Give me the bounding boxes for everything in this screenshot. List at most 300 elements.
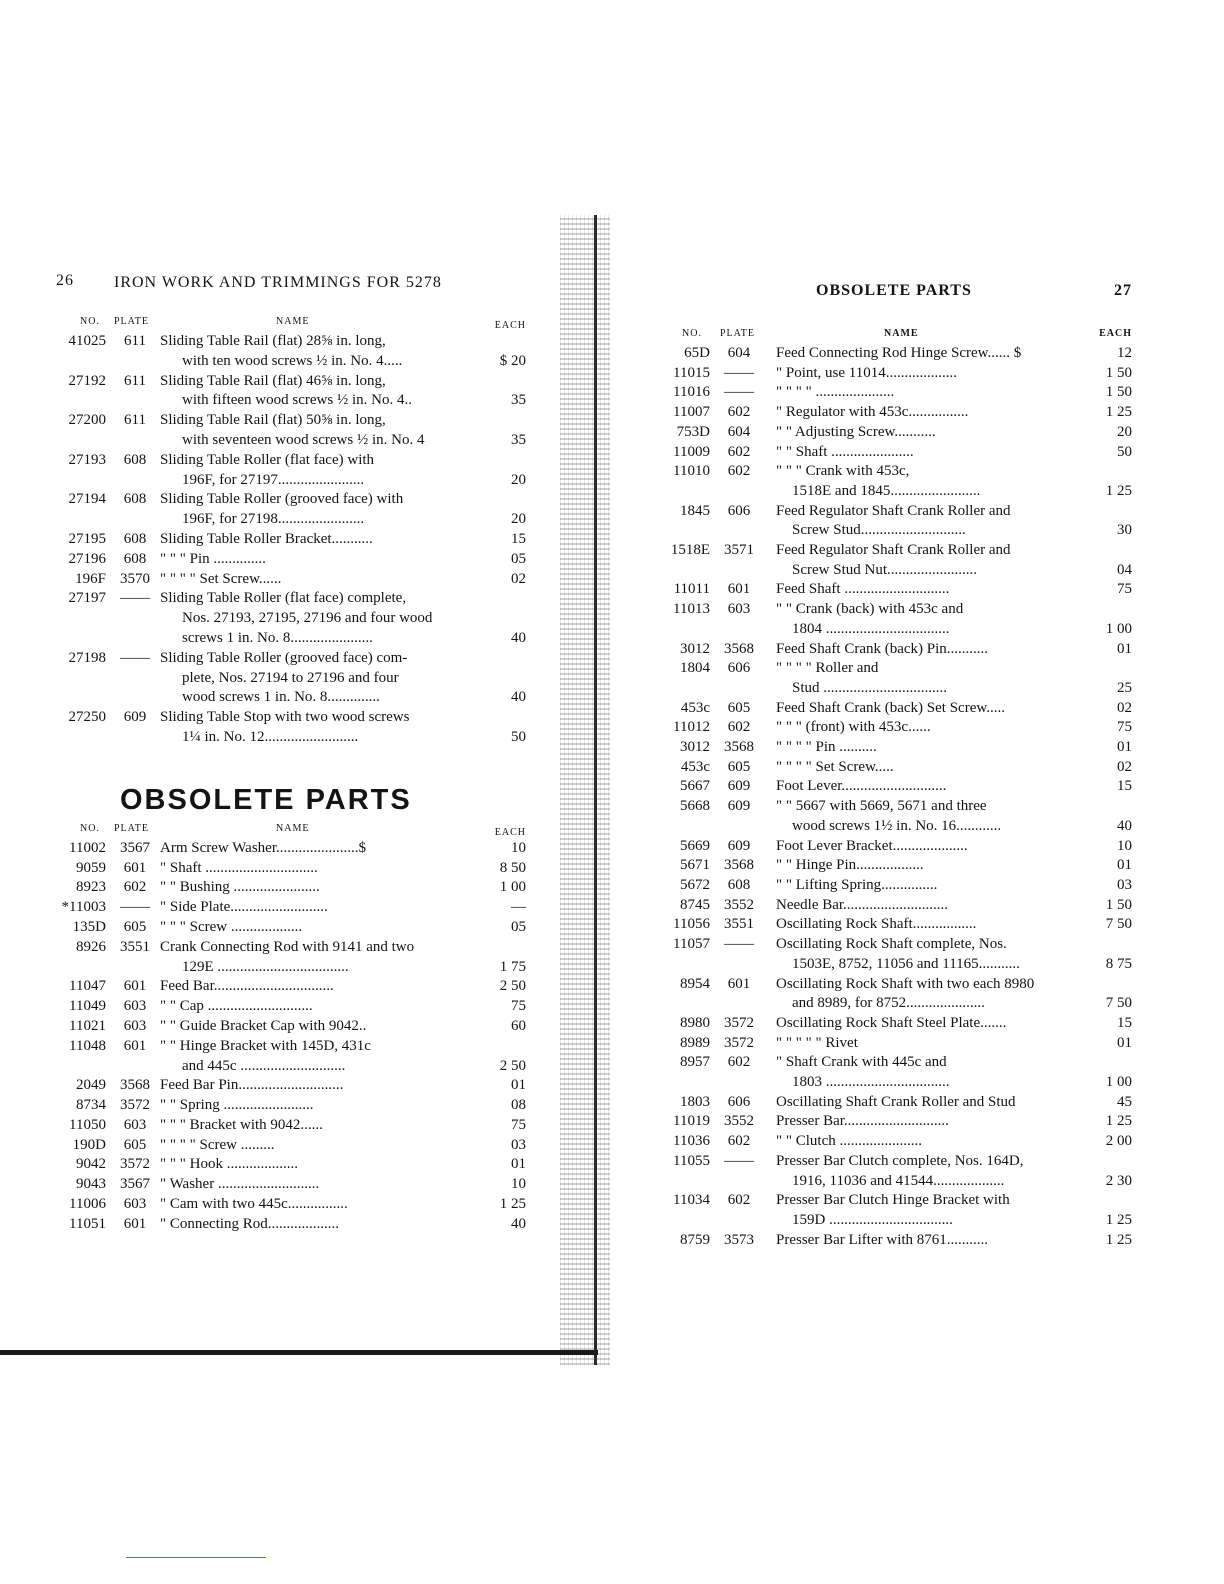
price: 35 bbox=[511, 392, 526, 409]
plate-number: 611 bbox=[124, 412, 146, 429]
price: 02 bbox=[1117, 758, 1132, 775]
part-name-line: 1503E, 8752, 11056 and 11165........... bbox=[792, 955, 1020, 972]
part-number: 11057 bbox=[673, 936, 710, 953]
plate-number: 3567 bbox=[120, 839, 150, 856]
plate-number: 3551 bbox=[120, 938, 150, 955]
part-name bbox=[160, 1195, 470, 1215]
part-name bbox=[776, 580, 1086, 600]
part-name bbox=[160, 878, 470, 898]
table-row bbox=[56, 1116, 526, 1136]
table-row bbox=[662, 1231, 1132, 1251]
part-name bbox=[776, 1034, 1086, 1054]
price: 1 50 bbox=[1105, 896, 1132, 913]
part-name bbox=[776, 1112, 1086, 1132]
table-row bbox=[56, 938, 526, 978]
part-number: 8745 bbox=[680, 896, 710, 913]
part-number: 11050 bbox=[69, 1116, 106, 1133]
part-name-line: wood screws 1 in. No. 8.............. bbox=[182, 689, 380, 706]
part-name bbox=[776, 600, 1086, 639]
running-head bbox=[56, 272, 526, 298]
part-name-line: " " " Crank with 453c, bbox=[776, 463, 910, 480]
part-number: 11006 bbox=[69, 1196, 106, 1213]
part-name bbox=[160, 589, 470, 648]
running-title: IRON WORK AND TRIMMINGS FOR 5278 bbox=[114, 274, 442, 291]
price: 1 00 bbox=[1105, 620, 1132, 637]
part-name-line: with ten wood screws ½ in. No. 4..... bbox=[182, 352, 403, 369]
part-number: 65D bbox=[684, 345, 710, 361]
plate-number: —— bbox=[724, 1152, 754, 1169]
price: 20 bbox=[511, 511, 526, 528]
table-row bbox=[56, 918, 526, 938]
part-number: 135D bbox=[72, 918, 106, 935]
plate-number: 603 bbox=[123, 998, 147, 1015]
part-name-line: " Washer ........................... bbox=[160, 1176, 320, 1193]
part-number: 1518E bbox=[670, 542, 710, 559]
price: 2 50 bbox=[499, 978, 526, 995]
table-row bbox=[56, 1076, 526, 1096]
part-name-line: with fifteen wood screws ½ in. No. 4.. bbox=[182, 392, 412, 409]
price: 1 25 bbox=[1105, 1113, 1132, 1130]
part-name-line: " " " " Pin .......... bbox=[776, 739, 877, 756]
part-name-line: Presser Bar Clutch complete, Nos. 164D, bbox=[776, 1152, 1024, 1169]
part-name-line: Crank Connecting Rod with 9141 and two bbox=[160, 938, 415, 955]
part-name bbox=[776, 541, 1086, 580]
part-name bbox=[160, 1076, 470, 1096]
price: 1 50 bbox=[1105, 364, 1132, 381]
part-name-line: " Side Plate.......................... bbox=[160, 899, 328, 916]
price: 1 00 bbox=[499, 879, 526, 896]
part-number: 11056 bbox=[673, 916, 710, 933]
part-name bbox=[776, 462, 1086, 501]
part-number: 11051 bbox=[69, 1215, 106, 1232]
part-name bbox=[160, 938, 470, 978]
plate-number: 3570 bbox=[120, 570, 150, 587]
part-number: 8954 bbox=[680, 975, 710, 992]
plate-number: 602 bbox=[727, 1192, 751, 1209]
table-row bbox=[56, 878, 526, 898]
part-name-line: " " " " ..................... bbox=[776, 384, 895, 401]
plate-number: 605 bbox=[727, 699, 751, 716]
table-row bbox=[662, 699, 1132, 719]
table-row bbox=[662, 462, 1132, 501]
table-row bbox=[662, 600, 1132, 639]
price: 08 bbox=[511, 1097, 526, 1114]
part-number: 8980 bbox=[680, 1014, 710, 1031]
part-name-line: Feed Bar Pin............................ bbox=[160, 1077, 344, 1094]
price: 12 bbox=[1117, 345, 1132, 361]
price: 01 bbox=[1117, 739, 1132, 756]
price: 8 50 bbox=[499, 859, 526, 876]
part-number: 27198 bbox=[68, 649, 106, 666]
part-name-line: Sliding Table Rail (flat) 28⅝ in. long, bbox=[160, 333, 386, 349]
price: 02 bbox=[511, 570, 526, 587]
plate-number: 3572 bbox=[120, 1097, 150, 1114]
part-number: 27193 bbox=[68, 451, 106, 468]
part-name-line: Arm Screw Washer......................$ bbox=[160, 839, 366, 856]
table-row bbox=[56, 839, 526, 859]
part-name bbox=[776, 876, 1086, 896]
table-row bbox=[56, 649, 526, 708]
price: 45 bbox=[1117, 1093, 1132, 1110]
part-name-line: " " " Screw ................... bbox=[160, 918, 303, 935]
part-name-line: screws 1 in. No. 8...................... bbox=[182, 629, 373, 646]
price: 40 bbox=[511, 689, 526, 706]
part-name-line: " " Shaft ...................... bbox=[776, 443, 914, 460]
part-name-line: " " 5667 with 5669, 5671 and three bbox=[776, 798, 987, 815]
part-name bbox=[776, 915, 1086, 935]
plate-number: 3568 bbox=[724, 857, 754, 874]
plate-number: 602 bbox=[727, 719, 751, 736]
part-name-line: Needle Bar............................ bbox=[776, 896, 949, 913]
plate-number: 602 bbox=[727, 463, 751, 480]
part-name bbox=[160, 1215, 470, 1235]
part-number: 11013 bbox=[673, 601, 710, 618]
part-name bbox=[776, 935, 1086, 974]
part-name-line: " Point, use 11014................... bbox=[776, 364, 957, 381]
plate-number: 609 bbox=[727, 778, 751, 795]
part-number: 11015 bbox=[673, 364, 710, 381]
part-name-line: Oscillating Rock Shaft complete, Nos. bbox=[776, 936, 1007, 953]
table-row bbox=[56, 1175, 526, 1195]
part-name-line: Sliding Table Stop with two wood screws bbox=[160, 709, 410, 726]
plate-number: 603 bbox=[123, 1196, 147, 1213]
price: 04 bbox=[1117, 561, 1132, 578]
part-name-line: " Shaft .............................. bbox=[160, 859, 318, 876]
part-number: 8923 bbox=[76, 879, 106, 896]
part-number: 11021 bbox=[69, 1017, 106, 1034]
running-title: OBSOLETE PARTS bbox=[816, 282, 972, 299]
part-name bbox=[776, 364, 1086, 384]
part-name-line: " Cam with two 445c................ bbox=[160, 1196, 348, 1213]
plate-number: 603 bbox=[727, 601, 751, 618]
table-row bbox=[56, 1017, 526, 1037]
price: 01 bbox=[1117, 640, 1132, 657]
plate-number: 608 bbox=[123, 530, 147, 547]
col-no: NO. bbox=[80, 822, 100, 834]
part-number: 27196 bbox=[68, 550, 106, 567]
part-number: 5671 bbox=[680, 857, 710, 874]
price: 1 25 bbox=[1105, 1231, 1132, 1248]
part-name-line: Feed Regulator Shaft Crank Roller and bbox=[776, 502, 1011, 519]
part-name-line: 159D ................................. bbox=[792, 1211, 953, 1228]
part-name-line: Sliding Table Roller (flat face) complete, bbox=[160, 590, 407, 607]
part-name bbox=[776, 1152, 1086, 1191]
part-number: 1803 bbox=[680, 1093, 710, 1110]
part-name-line: " " " Pin .............. bbox=[160, 550, 266, 567]
price: 2 50 bbox=[499, 1057, 526, 1074]
part-number: 41025 bbox=[68, 333, 106, 349]
part-name-line: 1916, 11036 and 41544................... bbox=[792, 1172, 1005, 1189]
plate-number: 608 bbox=[727, 876, 751, 893]
plate-number: 606 bbox=[727, 1093, 751, 1110]
part-name-line: Sliding Table Roller Bracket........... bbox=[160, 530, 373, 547]
price: 1 00 bbox=[1105, 1074, 1132, 1091]
price: 20 bbox=[511, 471, 526, 488]
part-name bbox=[160, 649, 470, 708]
part-name-line: 196F, for 27198....................... bbox=[182, 511, 365, 528]
part-number: 11009 bbox=[673, 443, 710, 460]
price: 7 50 bbox=[1105, 995, 1132, 1012]
part-name-line: 196F, for 27197....................... bbox=[182, 471, 365, 488]
part-name bbox=[776, 1231, 1086, 1251]
page-number: 27 bbox=[1114, 282, 1132, 299]
part-name-line: " " Clutch ...................... bbox=[776, 1133, 922, 1150]
plate-number: 605 bbox=[727, 758, 751, 775]
table-row bbox=[662, 738, 1132, 758]
plate-number: 3568 bbox=[724, 739, 754, 756]
price: 01 bbox=[511, 1077, 526, 1094]
price: 01 bbox=[1117, 857, 1132, 874]
part-number: 11011 bbox=[673, 581, 710, 598]
price: 01 bbox=[1117, 1034, 1132, 1051]
price: 03 bbox=[511, 1136, 526, 1153]
price: 40 bbox=[1117, 817, 1132, 834]
price: 75 bbox=[511, 1116, 526, 1133]
price: 1 25 bbox=[1105, 404, 1132, 421]
part-name-line: Sliding Table Rail (flat) 46⅝ in. long, bbox=[160, 372, 386, 389]
part-number: 8759 bbox=[680, 1231, 710, 1248]
plate-number: 601 bbox=[727, 581, 751, 598]
obsolete-column-header bbox=[56, 823, 526, 839]
part-name bbox=[776, 1014, 1086, 1034]
table-row bbox=[662, 580, 1132, 600]
part-name-line: Screw Stud Nut........................ bbox=[792, 561, 977, 578]
part-name-line: Foot Lever Bracket.................... bbox=[776, 837, 968, 854]
plate-number: 604 bbox=[727, 345, 751, 361]
price: 15 bbox=[1117, 778, 1132, 795]
part-name-line: Sliding Table Roller (flat face) with bbox=[160, 451, 375, 468]
part-number: 9043 bbox=[76, 1176, 106, 1193]
part-name-line: " " Cap ............................ bbox=[160, 998, 313, 1015]
part-number: 2049 bbox=[76, 1077, 106, 1094]
part-name bbox=[160, 1116, 470, 1136]
part-name-line: " Connecting Rod................... bbox=[160, 1215, 340, 1232]
part-name bbox=[160, 490, 470, 530]
part-name bbox=[160, 451, 470, 491]
right-page bbox=[662, 282, 1132, 1250]
part-name-line: Sliding Table Rail (flat) 50⅝ in. long, bbox=[160, 412, 386, 429]
table-row bbox=[56, 708, 526, 748]
part-name-line: " " Guide Bracket Cap with 9042.. bbox=[160, 1017, 367, 1034]
part-name-line: " " Adjusting Screw........... bbox=[776, 423, 936, 440]
part-name bbox=[776, 738, 1086, 758]
part-name bbox=[160, 1136, 470, 1156]
table-row bbox=[662, 640, 1132, 660]
part-name-line: " " " " Roller and bbox=[776, 660, 879, 677]
part-name bbox=[160, 918, 470, 938]
part-number: 11016 bbox=[673, 384, 710, 401]
col-plate: PLATE bbox=[720, 328, 755, 339]
part-name-line: Screw Stud............................ bbox=[792, 522, 966, 539]
part-name-line: 1803 ................................. bbox=[792, 1074, 950, 1091]
part-name-line: " Shaft Crank with 445c and bbox=[776, 1054, 947, 1071]
part-name-line: Oscillating Rock Shaft Steel Plate....... bbox=[776, 1014, 1007, 1031]
part-number: 3012 bbox=[680, 739, 710, 756]
part-name-line: Oscillating Shaft Crank Roller and Stud bbox=[776, 1093, 1016, 1110]
table-row bbox=[56, 997, 526, 1017]
table-row bbox=[56, 1136, 526, 1156]
part-name-line: and 445c ............................ bbox=[182, 1057, 346, 1074]
table-row bbox=[662, 383, 1132, 403]
table-row bbox=[662, 1093, 1132, 1113]
part-name-line: " " " (front) with 453c...... bbox=[776, 719, 931, 736]
part-name-line: " " " Hook ................... bbox=[160, 1156, 298, 1173]
part-name-line: 1¼ in. No. 12......................... bbox=[182, 728, 359, 745]
table-row bbox=[662, 344, 1132, 364]
table-row bbox=[662, 837, 1132, 857]
plate-number: 608 bbox=[123, 451, 147, 468]
parts-list bbox=[56, 332, 526, 748]
part-name bbox=[160, 1155, 470, 1175]
part-name bbox=[776, 383, 1086, 403]
part-name bbox=[776, 975, 1086, 1014]
part-name-line: Feed Shaft Crank (back) Set Screw..... bbox=[776, 699, 1005, 716]
col-plate: PLATE bbox=[114, 316, 149, 327]
part-number: 196F bbox=[75, 570, 106, 587]
left-page bbox=[56, 272, 526, 1235]
table-row bbox=[662, 1191, 1132, 1230]
plate-number: 609 bbox=[727, 798, 751, 815]
part-number: 11047 bbox=[69, 978, 106, 995]
price: $ 20 bbox=[499, 352, 526, 369]
plate-number: —— bbox=[724, 936, 754, 953]
part-name-line: " " " " Set Screw..... bbox=[776, 758, 894, 775]
part-name bbox=[776, 344, 1086, 364]
table-row bbox=[56, 977, 526, 997]
plate-number: 3568 bbox=[120, 1077, 150, 1094]
part-number: 8989 bbox=[680, 1034, 710, 1051]
price: 10 bbox=[511, 1176, 526, 1193]
part-name-line: Stud ................................. bbox=[792, 679, 948, 696]
table-row bbox=[56, 859, 526, 879]
col-no: NO. bbox=[80, 316, 100, 327]
plate-number: 3572 bbox=[120, 1156, 150, 1173]
plate-number: 3552 bbox=[724, 896, 754, 913]
plate-number: 604 bbox=[727, 423, 751, 440]
plate-number: 602 bbox=[727, 1054, 751, 1071]
plate-number: 3571 bbox=[724, 542, 754, 559]
table-row bbox=[662, 935, 1132, 974]
blue-underline bbox=[126, 1557, 266, 1558]
part-name bbox=[776, 797, 1086, 836]
col-no: NO. bbox=[682, 328, 702, 339]
obsolete-parts-list bbox=[56, 839, 526, 1235]
part-name bbox=[776, 718, 1086, 738]
part-name bbox=[776, 1191, 1086, 1230]
price: 05 bbox=[511, 918, 526, 935]
col-name: NAME bbox=[884, 328, 919, 339]
price: 1 75 bbox=[499, 958, 526, 975]
plate-number: 602 bbox=[727, 404, 751, 421]
part-number: 753D bbox=[676, 423, 710, 440]
part-number: 11019 bbox=[673, 1113, 710, 1130]
part-name-line: Oscillating Rock Shaft with two each 8980 bbox=[776, 975, 1035, 992]
table-row bbox=[56, 1155, 526, 1175]
part-number: 11002 bbox=[69, 839, 106, 856]
table-row bbox=[662, 1112, 1132, 1132]
part-name bbox=[776, 443, 1086, 463]
running-head bbox=[662, 282, 1132, 308]
part-name bbox=[776, 699, 1086, 719]
part-name-line: and 8989, for 8752..................... bbox=[792, 995, 985, 1012]
table-row bbox=[662, 1053, 1132, 1092]
plate-number: 606 bbox=[727, 502, 751, 519]
price: — bbox=[511, 899, 526, 916]
table-row bbox=[662, 896, 1132, 916]
plate-number: 601 bbox=[123, 1215, 147, 1232]
table-row bbox=[56, 1195, 526, 1215]
plate-number: 609 bbox=[727, 837, 751, 854]
plate-number: —— bbox=[120, 899, 150, 916]
price: 75 bbox=[1117, 581, 1132, 598]
part-name-line: Sliding Table Roller (grooved face) with bbox=[160, 491, 404, 508]
plate-number: 605 bbox=[123, 918, 147, 935]
part-number: 27200 bbox=[68, 412, 106, 429]
table-row bbox=[662, 403, 1132, 423]
price: 01 bbox=[511, 1156, 526, 1173]
price: 40 bbox=[511, 629, 526, 646]
table-row bbox=[56, 530, 526, 550]
part-name-line: Feed Shaft ............................ bbox=[776, 581, 950, 598]
part-name bbox=[776, 837, 1086, 857]
column-header bbox=[662, 328, 1132, 344]
obsolete-parts-list bbox=[662, 344, 1132, 1250]
part-name-line: Feed Regulator Shaft Crank Roller and bbox=[776, 542, 1011, 559]
table-row bbox=[662, 423, 1132, 443]
plate-number: 3572 bbox=[724, 1034, 754, 1051]
part-name-line: 1518E and 1845........................ bbox=[792, 482, 981, 499]
price: 50 bbox=[511, 728, 526, 745]
part-name-line: wood screws 1½ in. No. 16............ bbox=[792, 817, 1002, 834]
table-row bbox=[56, 411, 526, 451]
part-name-line: " " Hinge Pin.................. bbox=[776, 857, 924, 874]
part-number: 5672 bbox=[680, 876, 710, 893]
part-name bbox=[160, 372, 470, 412]
part-name-line: " " Lifting Spring............... bbox=[776, 876, 938, 893]
part-name-line: " " Hinge Bracket with 145D, 431c bbox=[160, 1037, 371, 1054]
part-name-line: " " " Bracket with 9042...... bbox=[160, 1116, 323, 1133]
part-name-line: Feed Connecting Rod Hinge Screw...... $ bbox=[776, 345, 1022, 361]
part-number: 11048 bbox=[69, 1037, 106, 1054]
plate-number: 611 bbox=[124, 372, 146, 389]
part-number: 11012 bbox=[673, 719, 710, 736]
col-name: NAME bbox=[276, 822, 310, 834]
book-gutter bbox=[560, 215, 610, 1365]
part-number: 11049 bbox=[69, 998, 106, 1015]
price: 2 30 bbox=[1105, 1172, 1132, 1189]
part-name-line: Oscillating Rock Shaft................. bbox=[776, 916, 977, 933]
plate-number: 3572 bbox=[724, 1014, 754, 1031]
price: 10 bbox=[1117, 837, 1132, 854]
price: 7 50 bbox=[1105, 916, 1132, 933]
column-header bbox=[56, 316, 526, 332]
part-name bbox=[776, 777, 1086, 797]
price: 1 25 bbox=[1105, 482, 1132, 499]
plate-number: 602 bbox=[123, 879, 147, 896]
plate-number: —— bbox=[120, 649, 150, 666]
part-number: 27192 bbox=[68, 372, 106, 389]
part-number: 27194 bbox=[68, 491, 106, 508]
part-name bbox=[776, 896, 1086, 916]
part-number: 5668 bbox=[680, 798, 710, 815]
part-name bbox=[776, 659, 1086, 698]
plate-number: 605 bbox=[123, 1136, 147, 1153]
table-row bbox=[662, 777, 1132, 797]
price: 03 bbox=[1117, 876, 1132, 893]
part-name bbox=[776, 423, 1086, 443]
plate-number: 601 bbox=[727, 975, 751, 992]
table-row bbox=[662, 876, 1132, 896]
